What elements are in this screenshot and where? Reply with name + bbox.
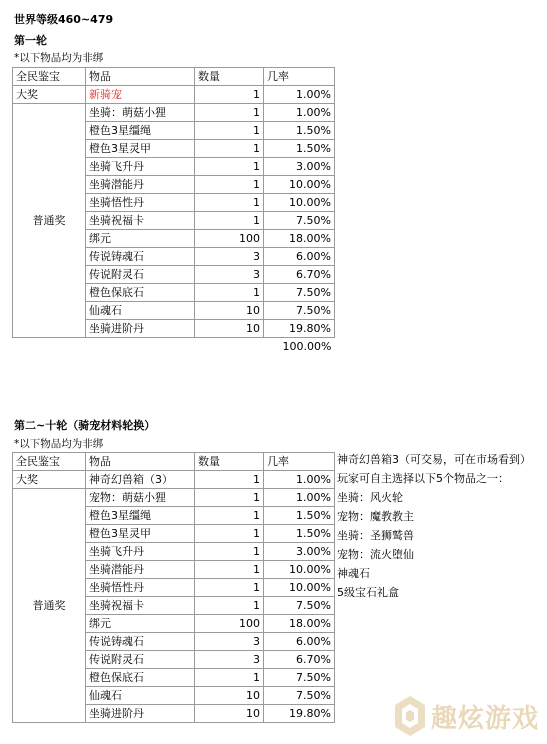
item-cell: 坐骑飞升丹 bbox=[86, 158, 195, 176]
item-cell: 坐骑：萌菇小狸 bbox=[86, 104, 195, 122]
item-cell: 坐骑祝福卡 bbox=[86, 597, 195, 615]
qty-cell: 3 bbox=[195, 266, 264, 284]
item-cell: 橙色保底石 bbox=[86, 284, 195, 302]
col-header-qty: 数量 bbox=[195, 68, 264, 86]
round2-note: *以下物品均为非绑 bbox=[14, 438, 104, 450]
rate-cell: 18.00% bbox=[264, 615, 335, 633]
rate-cell: 1.50% bbox=[264, 122, 335, 140]
col-header-item: 物品 bbox=[86, 68, 195, 86]
side-note-option: 宠物：魔教教主 bbox=[337, 510, 414, 523]
watermark-text: 趣炫游戏 bbox=[430, 703, 539, 734]
item-cell: 坐骑进阶丹 bbox=[86, 705, 195, 723]
grand-prize-row bbox=[13, 86, 335, 104]
rate-cell: 3.00% bbox=[264, 543, 335, 561]
round1-title: 第一轮 bbox=[14, 34, 47, 47]
table-header-row bbox=[13, 68, 335, 86]
rate-cell: 7.50% bbox=[264, 212, 335, 230]
side-note-choose: 玩家可自主选择以下5个物品之一： bbox=[337, 472, 509, 485]
table-row bbox=[13, 104, 335, 122]
col-header-category: 全民鉴宝 bbox=[13, 453, 86, 471]
item-cell: 传说铸魂石 bbox=[86, 248, 195, 266]
grand-prize-label: 大奖 bbox=[13, 471, 86, 489]
item-cell: 传说附灵石 bbox=[86, 266, 195, 284]
item-cell: 传说附灵石 bbox=[86, 651, 195, 669]
qty-cell: 10 bbox=[195, 320, 264, 338]
item-cell: 坐骑潜能丹 bbox=[86, 176, 195, 194]
item-cell: 坐骑祝福卡 bbox=[86, 212, 195, 230]
col-header-category: 全民鉴宝 bbox=[13, 68, 86, 86]
rate-cell: 7.50% bbox=[264, 302, 335, 320]
watermark-logo-icon bbox=[393, 694, 427, 738]
rate-cell: 19.80% bbox=[264, 705, 335, 723]
rate-cell: 3.00% bbox=[264, 158, 335, 176]
col-header-item: 物品 bbox=[86, 453, 195, 471]
total-rate: 100.00% bbox=[282, 340, 332, 353]
rate-cell: 10.00% bbox=[264, 579, 335, 597]
qty-cell: 1 bbox=[195, 543, 264, 561]
col-header-rate: 几率 bbox=[264, 453, 335, 471]
qty-cell: 1 bbox=[195, 669, 264, 687]
item-cell: 宠物：萌菇小狸 bbox=[86, 489, 195, 507]
qty-cell: 10 bbox=[195, 302, 264, 320]
round1-table bbox=[12, 67, 335, 355]
item-cell: 坐骑潜能丹 bbox=[86, 561, 195, 579]
side-note-option: 坐骑：圣狮鹫兽 bbox=[337, 529, 414, 542]
round1-note: *以下物品均为非绑 bbox=[14, 52, 104, 64]
item-cell: 橙色3星缰绳 bbox=[86, 122, 195, 140]
qty-cell: 1 bbox=[195, 284, 264, 302]
watermark bbox=[393, 694, 539, 738]
rate-cell: 6.00% bbox=[264, 633, 335, 651]
qty-cell: 1 bbox=[195, 561, 264, 579]
rate-cell: 10.00% bbox=[264, 176, 335, 194]
rate-cell: 1.50% bbox=[264, 525, 335, 543]
qty-cell: 3 bbox=[195, 651, 264, 669]
qty-cell: 3 bbox=[195, 633, 264, 651]
qty-cell: 1 bbox=[195, 122, 264, 140]
grand-prize-qty: 1 bbox=[195, 471, 264, 489]
item-cell: 仙魂石 bbox=[86, 687, 195, 705]
rate-cell: 7.50% bbox=[264, 284, 335, 302]
rate-cell: 10.00% bbox=[264, 194, 335, 212]
rate-cell: 6.70% bbox=[264, 266, 335, 284]
item-cell: 橙色3星灵甲 bbox=[86, 140, 195, 158]
total-row bbox=[13, 338, 335, 356]
side-notes bbox=[337, 450, 531, 602]
item-cell: 绑元 bbox=[86, 230, 195, 248]
qty-cell: 100 bbox=[195, 615, 264, 633]
side-note-box-title: 神奇幻兽箱3（可交易，可在市场看到） bbox=[337, 453, 531, 466]
side-note-option: 坐骑：风火轮 bbox=[337, 491, 403, 504]
rate-cell: 10.00% bbox=[264, 561, 335, 579]
rate-cell: 7.50% bbox=[264, 669, 335, 687]
qty-cell: 1 bbox=[195, 176, 264, 194]
side-note-option: 神魂石 bbox=[337, 567, 370, 580]
qty-cell: 1 bbox=[195, 140, 264, 158]
item-cell: 橙色3星缰绳 bbox=[86, 507, 195, 525]
qty-cell: 10 bbox=[195, 687, 264, 705]
rate-cell: 1.50% bbox=[264, 140, 335, 158]
rate-cell: 19.80% bbox=[264, 320, 335, 338]
qty-cell: 1 bbox=[195, 489, 264, 507]
round2-title: 第二~十轮（骑宠材料轮换） bbox=[14, 419, 156, 432]
qty-cell: 1 bbox=[195, 597, 264, 615]
rate-cell: 1.00% bbox=[264, 104, 335, 122]
item-cell: 坐骑进阶丹 bbox=[86, 320, 195, 338]
item-cell: 仙魂石 bbox=[86, 302, 195, 320]
rate-cell: 6.00% bbox=[264, 248, 335, 266]
qty-cell: 1 bbox=[195, 579, 264, 597]
side-note-option: 宠物：流火堕仙 bbox=[337, 548, 414, 561]
item-cell: 绑元 bbox=[86, 615, 195, 633]
item-cell: 传说铸魂石 bbox=[86, 633, 195, 651]
item-cell: 坐骑飞升丹 bbox=[86, 543, 195, 561]
table-header-row bbox=[13, 453, 335, 471]
qty-cell: 10 bbox=[195, 705, 264, 723]
rate-cell: 6.70% bbox=[264, 651, 335, 669]
rate-cell: 1.50% bbox=[264, 507, 335, 525]
rate-cell: 7.50% bbox=[264, 687, 335, 705]
side-note-option: 5级宝石礼盒 bbox=[337, 586, 399, 599]
table-row bbox=[13, 489, 335, 507]
world-level-title: 世界等级460~479 bbox=[14, 13, 114, 26]
rate-cell: 1.00% bbox=[264, 489, 335, 507]
grand-prize-item: 新骑宠 bbox=[86, 86, 195, 104]
qty-cell: 1 bbox=[195, 507, 264, 525]
normal-prize-label: 普通奖 bbox=[13, 489, 86, 723]
col-header-rate: 几率 bbox=[264, 68, 335, 86]
item-cell: 橙色保底石 bbox=[86, 669, 195, 687]
normal-prize-label: 普通奖 bbox=[13, 104, 86, 338]
grand-prize-row bbox=[13, 471, 335, 489]
grand-prize-rate: 1.00% bbox=[264, 86, 335, 104]
item-cell: 坐骑悟性丹 bbox=[86, 194, 195, 212]
grand-prize-qty: 1 bbox=[195, 86, 264, 104]
item-cell: 橙色3星灵甲 bbox=[86, 525, 195, 543]
qty-cell: 3 bbox=[195, 248, 264, 266]
rate-cell: 18.00% bbox=[264, 230, 335, 248]
rate-cell: 7.50% bbox=[264, 597, 335, 615]
round2-table bbox=[12, 452, 335, 723]
qty-cell: 1 bbox=[195, 212, 264, 230]
grand-prize-item: 神奇幻兽箱（3） bbox=[86, 471, 195, 489]
qty-cell: 1 bbox=[195, 194, 264, 212]
item-cell: 坐骑悟性丹 bbox=[86, 579, 195, 597]
grand-prize-label: 大奖 bbox=[13, 86, 86, 104]
qty-cell: 1 bbox=[195, 158, 264, 176]
qty-cell: 1 bbox=[195, 104, 264, 122]
grand-prize-rate: 1.00% bbox=[264, 471, 335, 489]
qty-cell: 100 bbox=[195, 230, 264, 248]
qty-cell: 1 bbox=[195, 525, 264, 543]
col-header-qty: 数量 bbox=[195, 453, 264, 471]
